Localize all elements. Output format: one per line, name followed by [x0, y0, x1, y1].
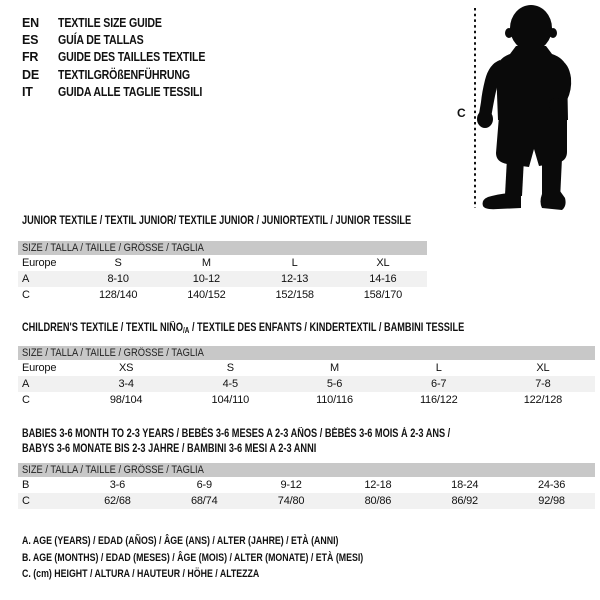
row-label: Europe — [22, 362, 57, 374]
height-cell: 86/92 — [451, 495, 478, 507]
row-label: A — [22, 378, 30, 390]
junior-section-title: JUNIOR TEXTILE / TEXTIL JUNIOR/ TEXTILE JUNIOR / JUNIORTEXTIL / JUNIOR TESSILE — [22, 215, 412, 227]
legend-line-a: A. AGE (YEARS) / EDAD (AÑOS) / ÂGE (ANS) / ALTER (JAHRE) / ETÀ (ANNI) — [22, 535, 339, 547]
table-row — [18, 493, 595, 509]
age-cell: 18-24 — [451, 479, 479, 491]
height-cell: 98/104 — [109, 394, 143, 406]
height-cell: 62/68 — [104, 495, 131, 507]
height-cell: 74/80 — [277, 495, 305, 507]
age-cell: 14-16 — [369, 273, 397, 285]
age-cell: 7-8 — [535, 378, 551, 390]
age-cell: 8-10 — [107, 273, 129, 285]
legend-line-c: C. (cm) HEIGHT / ALTURA / HAUTEUR / HÖHE / ALTEZZA — [22, 568, 260, 580]
age-cell: 12-13 — [281, 273, 309, 285]
height-cell: 158/170 — [363, 289, 403, 301]
size-cell: M — [201, 257, 211, 269]
language-row — [22, 14, 231, 31]
children-size-table — [18, 346, 595, 408]
size-header-bar — [18, 346, 595, 360]
guide-title: TEXTILGRÖßENFÜHRUNG — [58, 67, 190, 82]
guide-title: GUÍA DE TALLAS — [58, 33, 144, 48]
size-cell: S — [114, 257, 122, 269]
guide-title: GUIDE DES TAILLES TEXTILE — [58, 50, 206, 65]
language-code: EN — [22, 15, 39, 30]
height-cell: 68/74 — [190, 495, 218, 507]
row-label: C — [22, 495, 30, 507]
age-cell: 4-5 — [222, 378, 238, 390]
size-header-label: SIZE / TALLA / TAILLE / GRÖSSE / TAGLIA — [22, 347, 204, 359]
age-cell: 12-18 — [364, 479, 392, 491]
toddler-silhouette — [455, 2, 595, 217]
babies-size-table — [18, 463, 595, 509]
size-header-label: SIZE / TALLA / TAILLE / GRÖSSE / TAGLIA — [22, 464, 204, 476]
table-row — [18, 287, 427, 303]
height-cell: 92/98 — [538, 495, 565, 507]
height-cell: 128/140 — [98, 289, 138, 301]
language-code: FR — [22, 50, 39, 65]
language-code: ES — [22, 33, 39, 48]
language-code: DE — [22, 67, 39, 82]
age-cell: 6-7 — [431, 378, 447, 390]
legend-line-b: B. AGE (MONTHS) / EDAD (MESES) / ÂGE (MOIS) / ALTER (MONATE) / ETÀ (MESI) — [22, 551, 364, 564]
babies-section-title: BABIES 3-6 MONTH TO 2-3 YEARS / BEBÉS 3-6 MESES A 2-3 AÑOS / BÉBÉS 3-6 MOIS À 2-3 ANS / BABYS 3-6 MONATE BIS 2-3 JAHRE / BAMBINI 3-6 MESI A 2-3 ANNI — [22, 428, 451, 455]
language-row — [22, 66, 231, 83]
size-header-bar — [18, 241, 427, 255]
table-row — [18, 477, 595, 493]
height-marker-label: C — [457, 106, 466, 120]
language-title-list — [22, 14, 231, 101]
language-code: IT — [22, 85, 33, 100]
children-section-title: CHILDREN'S TEXTILE / TEXTIL $NIÑO_{/A}$ / TEXTILE DES ENFANTS / KINDERTEXTIL / BAMBINI TESSILE — [22, 322, 465, 335]
table-row — [18, 392, 595, 408]
row-label: C — [22, 394, 30, 406]
junior-size-table — [18, 241, 427, 303]
guide-title: GUIDA ALLE TAGLIE TESSILI — [58, 85, 203, 100]
legend-block — [22, 533, 449, 583]
age-cell: 24-36 — [537, 479, 566, 491]
height-cell: 110/116 — [316, 394, 353, 406]
height-cell: 152/158 — [275, 289, 314, 301]
language-row — [22, 84, 231, 101]
size-cell: S — [226, 362, 234, 374]
language-row — [22, 31, 231, 48]
height-cell: 80/86 — [364, 495, 392, 507]
size-header-label: SIZE / TALLA / TAILLE / GRÖSSE / TAGLIA — [22, 242, 204, 254]
table-row — [18, 376, 595, 392]
age-cell: 6-9 — [196, 479, 212, 491]
table-row — [18, 271, 427, 287]
table-row — [18, 360, 595, 376]
row-label: B — [22, 479, 30, 491]
height-cell: 140/152 — [187, 289, 226, 301]
size-cell: XL — [376, 257, 390, 269]
age-cell: 10-12 — [192, 273, 220, 285]
table-row — [18, 255, 427, 271]
height-cell: 122/128 — [523, 394, 563, 406]
nino-a-subscript: /A — [182, 326, 190, 335]
size-header-bar — [18, 463, 595, 477]
age-cell: 3-4 — [118, 378, 134, 390]
guide-title: TEXTILE SIZE GUIDE — [58, 15, 162, 30]
size-cell: L — [435, 362, 442, 374]
size-cell: L — [291, 257, 298, 269]
row-label: Europe — [22, 257, 57, 269]
row-label: C — [22, 289, 30, 301]
row-label: A — [22, 273, 30, 285]
size-cell: XL — [536, 362, 550, 374]
size-cell: M — [330, 362, 339, 374]
age-cell: 3-6 — [109, 479, 126, 491]
language-row — [22, 49, 231, 66]
age-cell: 5-6 — [326, 378, 343, 390]
height-cell: 104/110 — [211, 394, 250, 406]
height-cell: 116/122 — [419, 394, 458, 406]
size-cell: XS — [118, 362, 134, 374]
age-cell: 9-12 — [280, 479, 302, 491]
toddler-body — [477, 5, 571, 210]
